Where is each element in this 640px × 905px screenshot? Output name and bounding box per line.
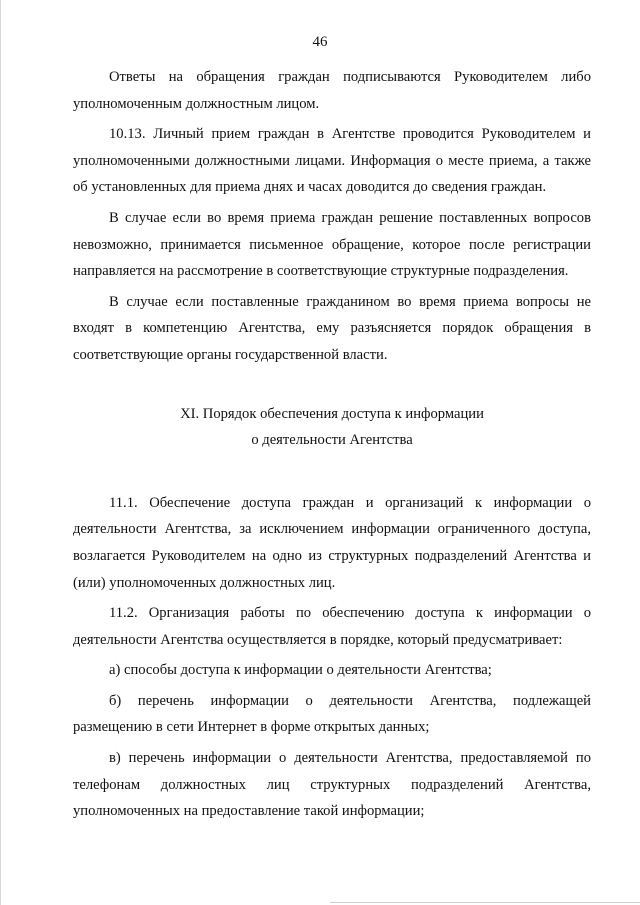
- paragraph-written-appeal: В случае если во время приема граждан решение поставленных вопросов невозможно, принимается письменное обращение, которое после регистрации направляется на рассмотрение в соответствующие структурные подразделения.: [73, 209, 591, 280]
- section-heading-line-1: XI. Порядок обеспечения доступа к информации: [180, 405, 484, 422]
- paragraph-11-1-access-provision: 11.1. Обеспечение доступа граждан и организаций к информации о деятельности Агентства, за исключением информации ограниченного доступа, возлагается Руководителем на одно из структурных подразделений Агентства и (или) уполномоченных должностных лиц.: [73, 494, 591, 591]
- paragraph-answers-signing: Ответы на обращения граждан подписываются Руководителем либо уполномоченным должностным лицом.: [73, 69, 591, 112]
- document-body: [73, 64, 591, 829]
- paragraph-11-2-organization: 11.2. Организация работы по обеспечению доступа к информации о деятельности Агентства осуществляется в порядке, который предусматривает:: [73, 605, 591, 648]
- list-item-v-phone-info: в) перечень информации о деятельности Агентства, предоставляемой по телефонам должностных лиц структурных подразделений Агентства, уполномоченных на предоставление такой информации;: [73, 750, 591, 820]
- section-heading-xi: [73, 401, 591, 454]
- page-number: 46: [312, 34, 328, 50]
- paragraph-10-13-personal-reception: 10.13. Личный прием граждан в Агентстве проводится Руководителем и уполномоченными должностными лицами. Информация о месте приема, а также об установленных для приема днях и часах доводится до сведения граждан.: [73, 126, 591, 196]
- list-item-a-access-methods: а) способы доступа к информации о деятельности Агентства;: [109, 662, 492, 679]
- scan-bottom-edge: [330, 902, 640, 903]
- paragraph-outside-competence: В случае если поставленные гражданином во время приема вопросы не входят в компетенцию Агентства, ему разъясняется порядок обращения в соответствующие органы государственной власти.: [73, 293, 591, 363]
- scan-edge-shadow: [0, 0, 1, 905]
- section-heading-line-2: о деятельности Агентства: [251, 432, 413, 449]
- list-item-b-open-data: б) перечень информации о деятельности Агентства, подлежащей размещению в сети Интернет в форме открытых данных;: [73, 692, 591, 736]
